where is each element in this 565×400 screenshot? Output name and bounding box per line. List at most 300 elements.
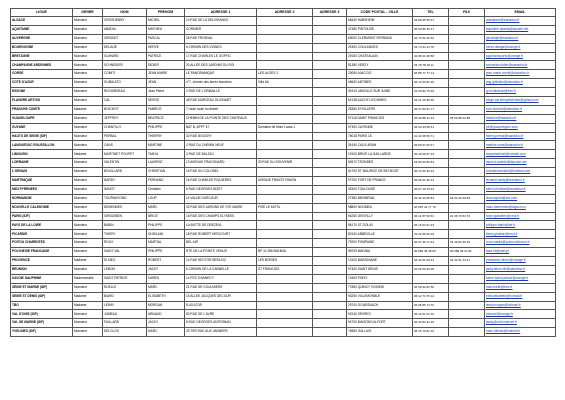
cell-adresse-2 [257,221,313,230]
cell-adresse-2: Domaine de Mont Lucas 1 [257,123,313,132]
cell-genre: Madame [73,257,103,266]
table-row [11,283,556,292]
cell-nom: FAILLARD [103,319,147,328]
table-row [11,105,556,114]
cell-email[interactable]: club.boichot@wanadoo.fr [485,105,556,114]
cell-adresse-3 [313,248,347,257]
cell-genre: Monsieur [73,25,103,34]
cell-email[interactable]: tasa-int@mail.pf [485,248,556,257]
cell-code-postal-ville: 25380 EYVILLERS [347,105,413,114]
cell-fax [449,88,485,97]
cell-league: L'ORNAIS [11,168,73,177]
cell-adresse-3 [313,212,347,221]
cell-email[interactable]: martine.cans@wanadoo.fr [485,141,556,150]
cell-fax [449,230,485,239]
cell-code-postal-ville: 54570 TRONDES [347,159,413,168]
cell-adresse-3 [313,43,347,52]
cell-nom: GUIHARD [103,52,147,61]
table-row [11,123,556,132]
cell-tel: 03 73 44 14 78 [413,43,449,52]
cell-genre: Monsieur [73,17,103,26]
cell-code-postal-ville: 29150 CHATEAULIN [347,52,413,61]
cell-nom: CHANTILLY [103,123,147,132]
cell-email[interactable]: adsalsace@wanadoo.fr [485,17,556,26]
cell-adresse-2: AVENUE FRANTZ FANON [257,177,313,186]
cell-email[interactable]: thiery.ghislain@neuf.fr [485,230,556,239]
cell-email[interactable]: leray.morgan@hotmail.fr [485,301,556,310]
cell-prenom: FABRICE [147,105,185,114]
cell-league: BOURGOGNE [11,43,73,52]
cell-league: ESSONE [11,88,73,97]
cell-adresse-3 [313,257,347,266]
cell-nom: ROUX [103,239,147,248]
table-row [11,185,556,194]
cell-nom: CAL [103,97,147,106]
cell-adresse-2: BP 11 286 MAHINA [257,248,313,257]
cell-adresse-2: Villa 6A [257,79,313,88]
cell-league: AUVERGNE [11,34,73,43]
cell-code-postal-ville: 93250 VILLEMONBLE [347,292,413,301]
cell-adresse-3 [313,265,347,274]
cell-league: NOUVELLE CALEDONIE [11,203,73,212]
cell-email[interactable]: ltournayond@aol.com [485,194,556,203]
cell-adresse-2 [257,25,313,34]
cell-code-postal-ville: 62138 AUCHY LES MINES [347,97,413,106]
cell-adresse-3 [313,328,347,337]
cell-adresse-1: 6 RUE GEORGES BIZET [185,185,257,194]
cell-nom: RICHARDEAU [103,88,147,97]
table-row [11,257,556,266]
cell-adresse-3 [313,239,347,248]
cell-code-postal-ville: 94700 MAISONS ALFORT [347,319,413,328]
cell-prenom: KAREN [147,274,185,283]
cell-fax [449,319,485,328]
table-row [11,61,556,70]
cell-adresse-3 [313,61,347,70]
cell-nom: GROSHENNY [103,17,147,26]
cell-adresse-2: LES BORIES [257,257,313,266]
cell-league: SAVOIE DAUPHINE [11,274,73,283]
cell-code-postal-ville: 20090 AJACCIO [347,70,413,79]
cell-code-postal-ville: 98709 MAHINA [347,248,413,257]
cell-tel: 03 78 78 18 11 [413,61,449,70]
cell-adresse-3 [313,301,347,310]
cell-genre: Monsieur [73,168,103,177]
column-header-prenom: PRENOM [147,9,185,17]
cell-email[interactable]: jean-marie.comiti@wanadoo.fr [485,70,556,79]
cell-genre: Monsieur [73,248,103,257]
cell-tel: 03 21 25 38 35 [413,97,449,106]
cell-email[interactable]: jacky.lebon.dir@wanadoo.fr [485,265,556,274]
cell-adresse-3 [313,114,347,123]
cell-code-postal-ville: 06600 ANTIBES [347,79,413,88]
cell-email[interactable]: tanyamartinet@hotmail.com [485,150,556,159]
cell-league: CORSE [11,70,73,79]
cell-adresse-3 [313,141,347,150]
cell-prenom: MATHIEU [147,25,185,34]
cell-genre: Madame [73,292,103,301]
cell-nom: COMITI [103,70,147,79]
cell-code-postal-ville: 97400 SAINT DENIS [347,265,413,274]
cell-code-postal-ville: 51380 VERZY [347,61,413,70]
cell-email[interactable]: thierry.perbal@wanadoo.fr [485,132,556,141]
cell-adresse-1: 18 RUE ROBERT HERCOURT [185,230,257,239]
cell-tel: 01 60 82 75 39 [413,88,449,97]
cell-adresse-1: n°7, chemin des terres blanches [185,79,257,88]
cell-email[interactable]: roux.martial@poitou-telecom.fr [485,239,556,248]
cell-email[interactable]: pmadame.dimeo@orange.fr [485,257,556,266]
cell-prenom: MARC [147,328,185,337]
cell-email[interactable]: sanot.christian@wanadoo.fr [485,185,556,194]
cell-nom: BOICHOT [103,105,147,114]
cell-adresse-1: CORMIER [185,25,257,34]
cell-email[interactable]: herve.delage@orange.fr [485,43,556,52]
cell-email[interactable]: pguihardsports@orange.fr [485,52,556,61]
cell-league: ALSACE [11,17,73,26]
cell-adresse-3 [313,319,347,328]
table-row [11,194,556,203]
cell-nom: SANOT [103,185,147,194]
cell-adresse-3 [313,274,347,283]
cell-genre: Monsieur [73,79,103,88]
cell-fax [449,159,485,168]
cell-genre: Monsieur [73,265,103,274]
cell-adresse-3 [313,25,347,34]
cell-code-postal-ville: 97300 CAYENNE [347,123,413,132]
cell-adresse-3 [313,150,347,159]
cell-prenom: PATRICE [147,52,185,61]
cell-nom: DEMENNES [103,203,147,212]
cell-genre: Monsieur [73,177,103,186]
cell-prenom: PHILIPPE [147,221,185,230]
cell-code-postal-ville: 61700 ST MAURICE DE BEYNOST [347,168,413,177]
cell-nom: BOUILLARD [103,168,147,177]
cell-genre: Monsieur [73,43,103,52]
cell-adresse-2 [257,97,313,106]
cell-prenom: BRICE [147,212,185,221]
cell-genre: Mademoiselle [73,274,103,283]
cell-email[interactable]: eribudsbalette@hotmail.fr [485,292,556,301]
cell-tel: 06 12 74 76 12 [413,292,449,301]
cell-adresse-2 [257,52,313,61]
header-row [11,9,556,17]
cell-prenom: ELISABETH [147,292,185,301]
cell-league: VAL D'OISE (IDF) [11,310,73,319]
cell-genre: Monsieur [73,70,103,79]
table-row [11,25,556,34]
table-row [11,177,556,186]
cell-league: PAYS DE LA LOIRE [11,221,73,230]
cell-nom: VALENTIN [103,159,147,168]
cell-prenom: MORGAN [147,301,185,310]
cell-fax [449,283,485,292]
cell-fax [449,141,485,150]
table-row [11,301,556,310]
table-row [11,34,556,43]
cell-adresse-3 [313,203,347,212]
cell-fax [449,105,485,114]
cell-adresse-1: 32 RUE BOUCRY [185,132,257,141]
cell-prenom: ROBERT [147,257,185,266]
cell-league: SEINE ST DENIS (IDF) [11,292,73,301]
table-row [11,319,556,328]
cell-code-postal-ville: 75018 PARIS 18 [347,132,413,141]
cell-adresse-1: 20 ALLEE DES JARDINS DU ROI [185,61,257,70]
cell-adresse-2 [257,168,313,177]
cell-adresse-3 [313,283,347,292]
column-header-fax: FAX [449,9,485,17]
cell-adresse-3 [313,34,347,43]
cell-email[interactable]: brice.giardelen@neuf.fr [485,212,556,221]
cell-prenom: JACKY [147,319,185,328]
cell-prenom: MARTINE [147,141,185,150]
cell-prenom: JEAN MARIE [147,70,185,79]
cell-genre: Monsieur [73,141,103,150]
table-row [11,265,556,274]
cell-email[interactable]: karen.saint-patrice@orange.fr [485,274,556,283]
cell-adresse-1: 5 CHEMIN DES VIGNES [185,43,257,52]
cell-tel: 06 86 85 74 70 [413,301,449,310]
cell-fax [449,185,485,194]
cell-tel: 06 07 19 79 34 [413,185,449,194]
cell-adresse-1: LA BUTTE DE DREZEUL [185,221,257,230]
cell-tel: 00 687 42 77 79 [413,203,449,212]
cell-prenom: PHILIPPE [147,248,185,257]
league-contacts-table [10,8,556,337]
cell-tel [413,274,449,283]
cell-nom: LEBON [103,265,147,274]
cell-fax: 03 49 84 30 29 [449,239,485,248]
cell-genre: Monsieur [73,34,103,43]
cell-email[interactable]: jmlarcel@orange.fr [485,310,556,319]
cell-adresse-2 [257,105,313,114]
cell-genre: Monsieur [73,328,103,337]
cell-code-postal-ville: 97200 FORT DE FRANCE [347,177,413,186]
cell-nom: SAINT PATRICE [103,274,147,283]
cell-email[interactable]: aquitaine.abadia@laposte.net [485,25,556,34]
cell-adresse-1: 2 RUE DU CHEMIN NEUF [185,141,257,150]
cell-nom: TOURNAYOND [103,194,147,203]
cell-adresse-2: 30 RUE DU SOUVENIR [257,159,313,168]
cell-prenom: MARC [147,283,185,292]
cell-adresse-3 [313,70,347,79]
table-row [11,132,556,141]
table-row [11,141,556,150]
cell-league: POLYNESIE FRANCAISE [11,248,73,257]
cell-prenom: MARC [147,203,185,212]
cell-email[interactable]: fernand.nardy@wanadoo.fr [485,177,556,186]
cell-fax [449,52,485,61]
cell-adresse-2: ST FRANCOIS [257,265,313,274]
cell-nom: DELCLOS [103,328,147,337]
cell-fax [449,61,485,70]
cell-nom: DELAGE [103,43,147,52]
cell-fax [449,123,485,132]
cell-adresse-1: 17 RUE CHARLES LE GOFFIC [185,52,257,61]
cell-fax [449,43,485,52]
cell-fax [449,301,485,310]
cell-adresse-3 [313,310,347,319]
cell-nom: BIARD [103,292,147,301]
cell-email[interactable]: laurent.valentin@laposte.net [485,159,556,168]
cell-adresse-1: 10 RUE DE LA DELIVRANCE [185,17,257,26]
cell-fax [449,310,485,319]
cell-league: REUNION [11,265,73,274]
cell-adresse-1: 15 ALLEE JACQUES DECOUR [185,292,257,301]
cell-fax [449,97,485,106]
table-row [11,274,556,283]
cell-prenom: GHISLAIN [147,230,185,239]
cell-league: PROVENCE [11,257,73,266]
cell-code-postal-ville: 68440 HABSHEIM [347,17,413,26]
cell-email[interactable]: serge.cal.kempsitchnikai@gmail.com [485,97,556,106]
cell-adresse-2 [257,150,313,159]
cell-fax: 04 42 61 13 41 [449,257,485,266]
cell-adresse-2 [257,141,313,150]
column-header-genre: GENRE [73,9,103,17]
cell-nom: SCHNEIDER [103,61,147,70]
cell-fax [449,79,485,88]
cell-fax [449,34,485,43]
cell-nom: LERAY [103,301,147,310]
cell-tel: 06 16 63 61 33 [413,221,449,230]
table-row [11,97,556,106]
cell-fax [449,132,485,141]
cell-email[interactable]: beatrice@wanadoo.fr [485,114,556,123]
cell-genre: Monsieur [73,114,103,123]
cell-genre: Monsieur [73,159,103,168]
cell-adresse-1: 28 RUE FRONVAL [185,34,257,43]
cell-email[interactable]: jmg.guibilato@wanadoo.fr [485,79,556,88]
cell-adresse-2 [257,239,313,248]
cell-prenom: DIDIER [147,61,185,70]
cell-code-postal-ville: 98800 NOUMEA [347,203,413,212]
cell-nom: GIRODET [103,34,147,43]
cell-code-postal-ville: 13100 MARIGNANE [347,257,413,266]
cell-adresse-2 [257,34,313,43]
cell-league: YVELINES (IDF) [11,328,73,337]
table-row [11,239,556,248]
table-row [11,43,556,52]
table-row [11,52,556,61]
cell-email[interactable]: jacky@club-internet.fr [485,319,556,328]
cell-adresse-2 [257,61,313,70]
cell-genre: Madame [73,105,103,114]
cell-prenom: Jean Pierre [147,88,185,97]
cell-genre: Monsieur [73,310,103,319]
cell-tel: 05 96 61 36 23 [413,177,449,186]
cell-email[interactable]: pfr@groupeegdm.com [485,123,556,132]
cell-nom: JEFFROY [103,114,147,123]
table-row [11,114,556,123]
cell-adresse-1: 25 TER RUE AUX VANNERS [185,328,257,337]
cell-code-postal-ville: 80100 ABBEVILLE [347,230,413,239]
cell-email[interactable]: schneider.didier@wanadoo.fr [485,61,556,70]
cell-prenom: HERVE [147,43,185,52]
table-row [11,248,556,257]
cell-code-postal-ville: 34190 CAUX ARAN [347,141,413,150]
cell-tel: 03 83 63 80 84 [413,159,449,168]
cell-email[interactable]: marc.demennes@lagoon.nc [485,203,556,212]
cell-email[interactable]: marc.delclos@hotmail.fr [485,328,556,337]
cell-genre: Monsieur [73,283,103,292]
cell-fax: 03 32 43 09 84 [449,194,485,203]
cell-email[interactable]: marcruelle@free.fr [485,283,556,292]
cell-adresse-1: BAT B, APPT 57 [185,123,257,132]
cell-code-postal-ville: 97118 SAINT FRANCOIS [347,114,413,123]
cell-adresse-2 [257,310,313,319]
cell-nom: NARDY [103,177,147,186]
cell-tel: 06 33 82 94 26 [413,319,449,328]
cell-genre: Madame [73,301,103,310]
cell-email[interactable]: jp.richardeau@free.fr [485,88,556,97]
cell-email[interactable]: girodetpb@wanadoo.fr [485,34,556,43]
cell-adresse-2 [257,194,313,203]
cell-genre: Monsieur [73,132,103,141]
cell-adresse-1: 6 CHEMIN DE LA CANNELLE [185,265,257,274]
table-row [11,88,556,97]
cell-code-postal-ville: 31500 TOULOUSE [347,185,413,194]
cell-fax [449,203,485,212]
cell-genre: Monsieur [73,221,103,230]
cell-league: HAUTS DE SEINE (IDF) [11,132,73,141]
cell-adresse-1: 14 RUE HECTOR BERLIOZ [185,257,257,266]
cell-adresse-2 [257,43,313,52]
cell-adresse-1: 7 route route du désert [185,105,257,114]
cell-league: FRANCHE COMTE [11,105,73,114]
cell-league: BRETAGNE [11,52,73,61]
cell-adresse-3 [313,17,347,26]
cell-adresse-1: 83 RUE DE L'AVRE [185,310,257,319]
cell-league: GUADELOUPE [11,114,73,123]
cell-genre: Monsieur [73,123,103,132]
cell-adresse-1: RTE DE LA POINTE VENUS [185,248,257,257]
cell-league: POITOU CHARENTES [11,239,73,248]
table-row [11,221,556,230]
table-row [11,159,556,168]
cell-adresse-2 [257,301,313,310]
cell-tel: 03 89 65 55 97 [413,17,449,26]
cell-code-postal-ville: 77860 QUINCY VOISINS [347,283,413,292]
cell-fax: 01 36 73 53 76 [449,212,485,221]
cell-prenom: LAURENT [147,159,185,168]
cell-prenom: TANYA [147,150,185,159]
cell-fax [449,177,485,186]
cell-prenom: Christian [147,185,185,194]
column-header-adresse-1: ADRESSE 1 [185,9,257,17]
table-row [11,212,556,221]
cell-email[interactable]: christianbouillard@hotmail.com [485,168,556,177]
cell-fax: 00 689 48 21 81 [449,248,485,257]
cell-tel: 06 09 92 81 58 [413,283,449,292]
cell-nom: PERBAL [103,132,147,141]
cell-adresse-1: 16 RUE DU COLONEL [185,168,257,177]
cell-tel: 06 07 80 91 77 [413,105,449,114]
cell-adresse-1: 8 LEUCOR [185,301,257,310]
cell-tel: 06 14 60 81 36 [413,79,449,88]
cell-email[interactable]: philippe.babin@sfr.fr [485,221,556,230]
cell-tel: 06 80 07 06 67 [413,141,449,150]
column-header-adresse-2: ADRESSE 2 [257,9,313,17]
cell-code-postal-ville: 78450 GALLUIS [347,328,413,337]
cell-league: COTE D'AZUR [11,79,73,88]
cell-adresse-2 [257,292,313,301]
cell-prenom: PASCAL [147,34,185,43]
cell-fax [449,168,485,177]
cell-league: MARTINIQUE [11,177,73,186]
cell-tel: 02 62 50 26 28 [413,265,449,274]
cell-league: LIMOUSIN [11,150,73,159]
